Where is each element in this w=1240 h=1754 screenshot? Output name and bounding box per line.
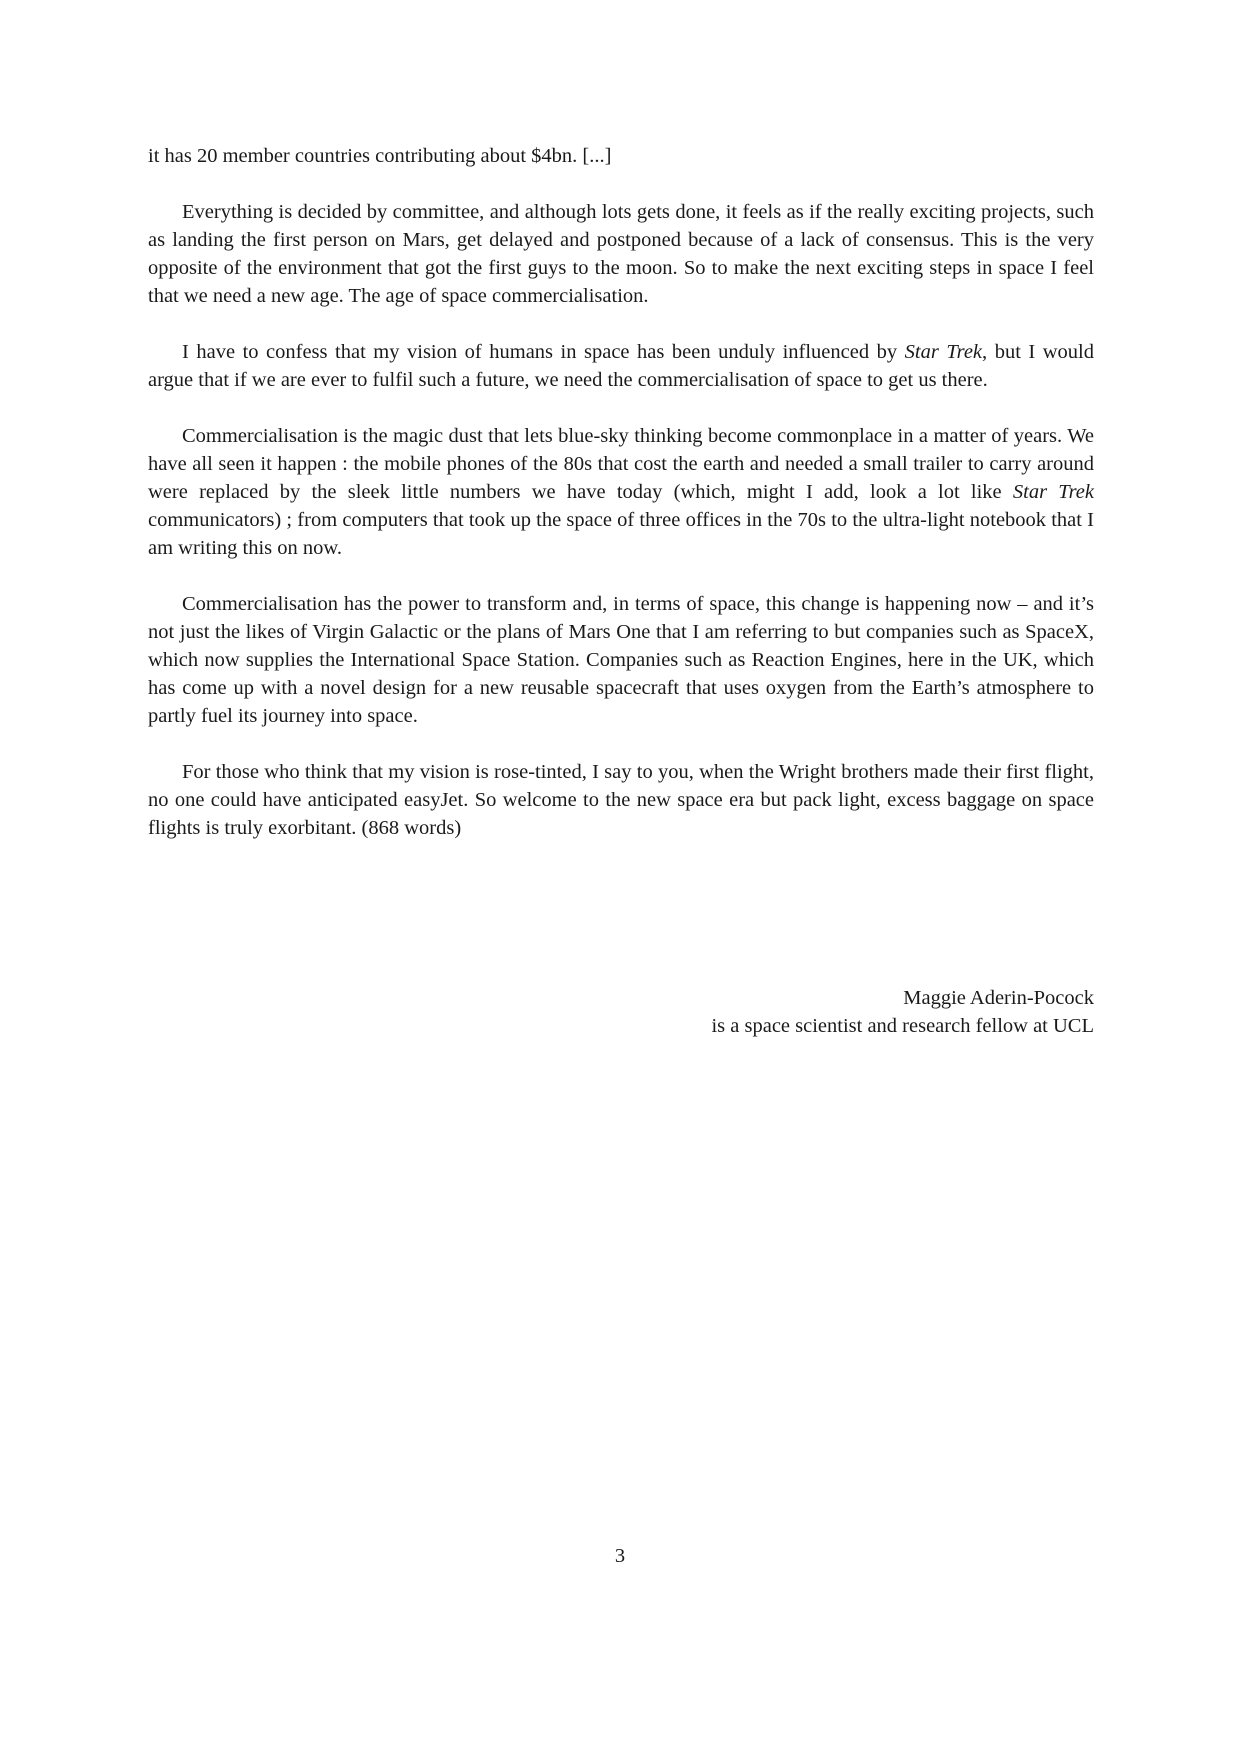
paragraph-1: it has 20 member countries contributing about $4bn. [...]	[148, 145, 612, 167]
author-role: is a space scientist and research fellow at UCL	[711, 1015, 1094, 1037]
author-signature	[148, 984, 1094, 1040]
paragraph-3	[148, 338, 1094, 394]
paragraph-4-text-b: communicators) ; from computers that took up the space of three offices in the 70s to the ultra-light notebook that I am writing this on now.	[148, 509, 1094, 559]
paragraph-5: Commercialisation has the power to transform and, in terms of space, this change is happening now – and it’s not just the likes of Virgin Galactic or the plans of Mars One that I am referring to but companies such as SpaceX, which now supplies the International Space Station. Companies such as Reaction Engines, here in the UK, which has come up with a novel design for a new reusable spacecraft that uses oxygen from the Earth’s atmosphere to partly fuel its journey into space.	[148, 593, 1094, 727]
paragraph-3-text-b: , but I would argue that if we are ever to fulfil such a future, we need the commercialisation of space to get us there.	[148, 341, 1095, 391]
paragraph-4	[148, 422, 1094, 562]
article-body	[148, 142, 1094, 870]
paragraph-4-text-a: Commercialisation is the magic dust that lets blue-sky thinking become commonplace in a matter of years. We have all seen it happen : the mobile phones of the 80s that cost the earth and needed a small trailer to carry around were replaced by the sleek little numbers we have today (which, might I add, look a lot like	[148, 425, 1094, 503]
page-number: 3	[614, 1545, 626, 1567]
paragraph-3-title-star-trek: Star Trek	[904, 341, 983, 363]
paragraph-2: Everything is decided by committee, and although lots gets done, it feels as if the really exciting projects, such as landing the first person on Mars, get delayed and postponed because of a lack of consensus. This is the very opposite of the environment that got the first guys to the moon. So to make the next exciting steps in space I feel that we need a new age. The age of space commercialisation.	[148, 201, 1094, 307]
paragraph-4-title-star-trek: Star Trek	[1012, 481, 1094, 503]
author-name: Maggie Aderin-Pocock	[903, 987, 1094, 1009]
paragraph-6: For those who think that my vision is rose-tinted, I say to you, when the Wright brothers made their first flight, no one could have anticipated easyJet. So welcome to the new space era but pack light, excess baggage on space flights is truly exorbitant. (868 words)	[148, 761, 1094, 839]
paragraph-3-text-a: I have to confess that my vision of humans in space has been unduly influenced by	[182, 341, 905, 363]
